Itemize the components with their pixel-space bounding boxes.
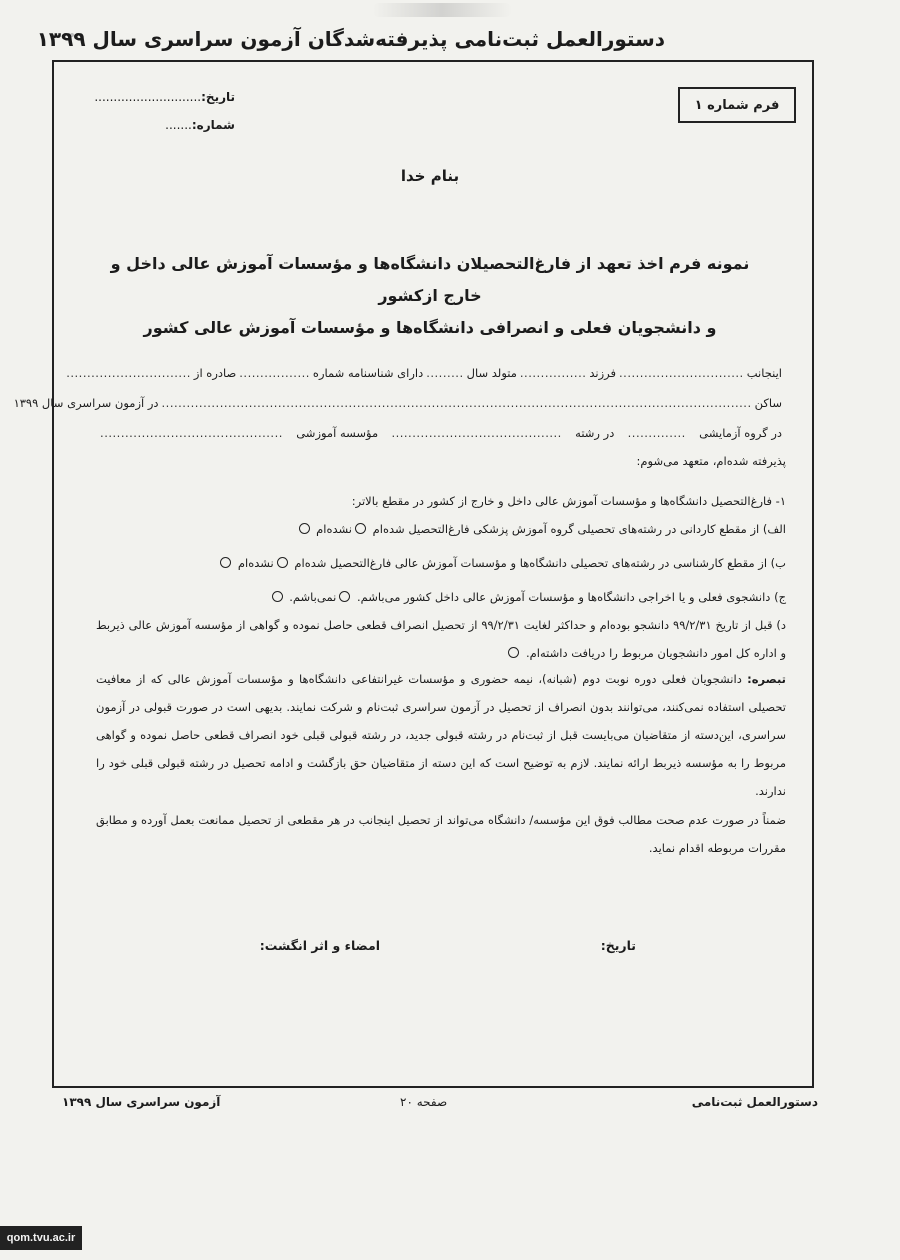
option-a [96, 515, 786, 543]
label-issued-from: صادره از [193, 366, 237, 380]
number-label: شماره: [191, 118, 235, 132]
number-field: شماره:....... [165, 118, 235, 132]
label-exam-year: در آزمون سراسری سال ۱۳۹۹ [13, 396, 159, 410]
label-resident-of: ساکن [754, 396, 782, 410]
signature-fingerprint-label: امضاء و اثر انگشت: [259, 938, 380, 953]
option-b [96, 549, 786, 577]
label-birth-year: متولد سال [466, 366, 517, 380]
section-1-intro: ۱- فارغ‌التحصیل دانشگاه‌ها و مؤسسات آموزش عالی داخل و خارج از کشور در مقطع بالاتر: [351, 494, 786, 508]
label-id-number: دارای شناسنامه شماره [312, 366, 424, 380]
option-c-text: ج) دانشجوی فعلی و یا اخراجی دانشگاه‌ها و مؤسسات آموزش عالی داخل کشور می‌باشم. [356, 590, 786, 604]
option-d-radio[interactable] [508, 647, 519, 658]
closing-paragraph: ضمناً در صورت عدم صحت مطالب فوق این مؤسسه/ دانشگاه می‌تواند از تحصیل اینجانب در هر مقطعی از تحصیل ممانعت بعمل آورده و مطابق مقررات مربوطه اقدام نماید. [96, 813, 786, 855]
fill-line-3: در گروه آزمایشی .............. در رشته ......................................... مؤسسه آموزشی ............................................ [100, 426, 785, 440]
option-a-no-label: نشده‌ام [316, 522, 353, 536]
option-c [96, 583, 786, 611]
form-number-box: فرم شماره ۱ [678, 87, 796, 123]
scan-artifact [372, 3, 512, 17]
note-paragraph [96, 665, 786, 805]
fill-line-4: پذیرفته شده‌ام، متعهد می‌شوم: [636, 454, 786, 468]
option-d [96, 611, 786, 667]
option-c-yes-radio[interactable] [339, 591, 350, 602]
section-1 [96, 487, 786, 667]
option-b-no-radio[interactable] [220, 557, 231, 568]
footer-page-number: صفحه ۲۰ [400, 1095, 448, 1109]
label-name: اینجانب [746, 366, 782, 380]
option-b-yes-radio[interactable] [277, 557, 288, 568]
label-child-of: فرزند [589, 366, 617, 380]
label-institution: مؤسسه آموزشی [296, 426, 379, 440]
option-b-no-label: نشده‌ام [237, 556, 274, 570]
form-title [90, 248, 770, 344]
document-header-title: دستورالعمل ثبت‌نامی پذیرفته‌شدگان آزمون سراسری سال ۱۳۹۹ [36, 27, 665, 51]
option-b-text: ب) از مقطع کارشناسی در رشته‌های تحصیلی دانشگاه‌ها و مؤسسات آموزش عالی فارغ‌التحصیل شده‌ام [294, 556, 786, 570]
site-watermark: qom.tvu.ac.ir [0, 1226, 82, 1250]
option-a-yes-radio[interactable] [355, 523, 366, 534]
option-c-no-radio[interactable] [272, 591, 283, 602]
footer-right: دستورالعمل ثبت‌نامی [691, 1095, 818, 1109]
option-d-text: د) قبل از تاریخ ۹۹/۲/۳۱ دانشجو بوده‌ام و حداکثر لغایت ۹۹/۲/۳۱ از تحصیل انصراف قطعی حاصل نموده و گواهی از مؤسسه آموزش عالی ذیربط و اداره کل امور دانشجویان مربوط را دریافت داشته‌ام. [96, 618, 786, 660]
fill-line-1: اینجانب .............................. فرزند ................ متولد سال ......... دارای شناسنامه شماره ................. صادره از .............................. [100, 366, 785, 380]
form-title-line-2: و دانشجویان فعلی و انصرافی دانشگاه‌ها و مؤسسات آموزش عالی کشور [143, 318, 717, 337]
label-exam-group: در گروه آزمایشی [699, 426, 782, 440]
date-label: تاریخ: [201, 90, 235, 104]
option-c-no-label: نمی‌باشم. [289, 590, 337, 604]
date-field: تاریخ:............................ [94, 90, 235, 104]
note-label: تبصره: [747, 672, 786, 686]
form-title-line-1: نمونه فرم اخذ تعهد از فارغ‌التحصیلان دانشگاه‌ها و مؤسسات آموزش عالی داخل و خارج ازکشور [110, 254, 750, 305]
note-text: دانشجویان فعلی دوره نوبت دوم (شبانه)، نیمه حضوری و مؤسسات غیرانتفاعی دانشگاه‌ها و مؤسسات آموزش عالی که از معافیت تحصیلی استفاده نمی‌کنند، می‌توانند بدون انصراف از تحصیل در آزمون سراسری ثبت‌نام و شرکت نمایند. بدیهی است در صورت قبولی در آزمون سراسری، این‌دسته از متقاضیان می‌بایست قبل از ثبت‌نام در رشته قبولی جدید، در رشته قبولی قبلی خود انصراف قطعی حاصل نموده و گواهی مربوط را به مؤسسه ذیربط ارائه نمایند. لازم به توضیح است که این دسته از متقاضیان حق بازگشت و ادامه تحصیل در رشته قبولی قبلی خود را ندارند. [96, 672, 786, 798]
option-a-no-radio[interactable] [299, 523, 310, 534]
fill-line-2: ساکن .............................................................................................................................................. در آزمون سراسری سال ۱۳۹۹ [100, 396, 785, 410]
bismillah-heading: بنام خدا [400, 167, 460, 185]
option-a-text: الف) از مقطع کاردانی در رشته‌های تحصیلی گروه آموزش پزشکی فارغ‌التحصیل شده‌ام [372, 522, 786, 536]
label-field: در رشته [575, 426, 615, 440]
signature-date-label: تاریخ: [600, 938, 636, 953]
footer-left: آزمون سراسری سال ۱۳۹۹ [62, 1095, 221, 1109]
